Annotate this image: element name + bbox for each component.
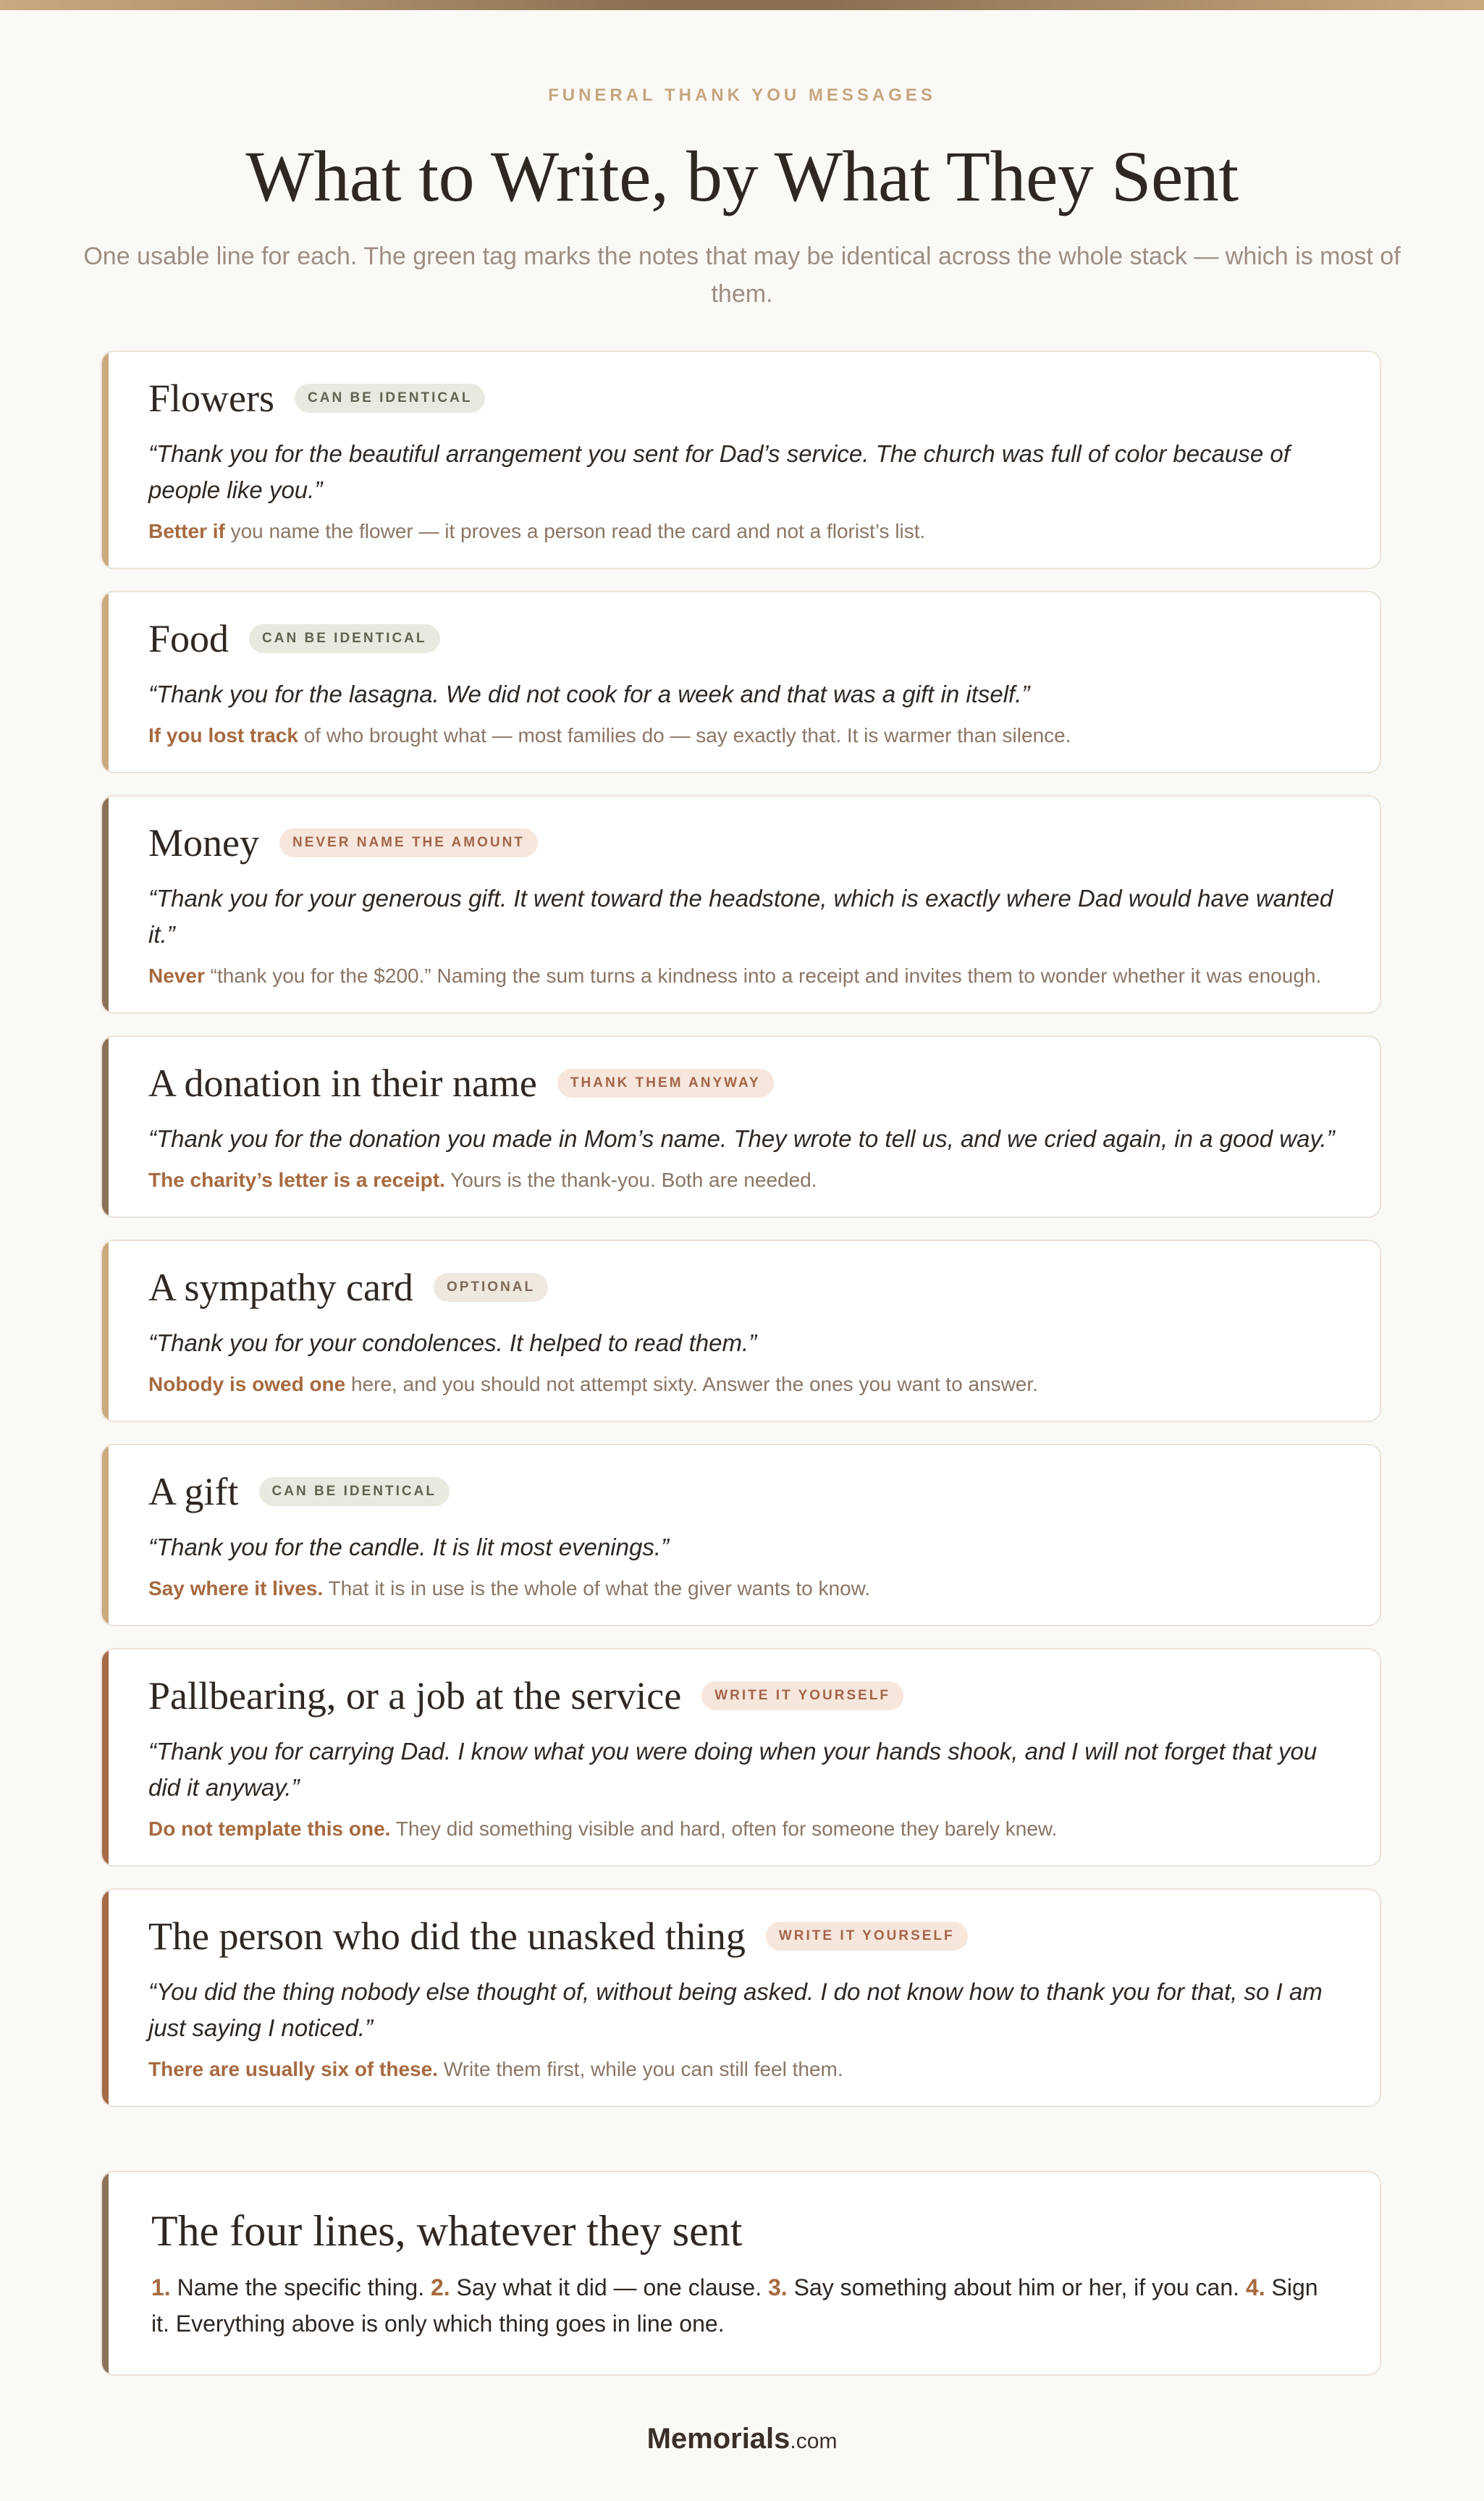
- card-quote: “Thank you for the lasagna. We did not cook for a week and that was a gift in itself.”: [148, 681, 1030, 707]
- four-lines-summary: [101, 2171, 1381, 2376]
- card-note: [148, 1574, 1344, 1625]
- summary-text: [151, 2269, 1336, 2342]
- card-head: [148, 377, 1344, 420]
- note-lead: Better if: [148, 520, 225, 542]
- note-lead: Say where it lives.: [148, 1577, 324, 1600]
- card-quote: “Thank you for the beautiful arrangement you sent for Dad’s service. The church was full of color because of people like you.”: [148, 440, 1290, 503]
- card-note: [148, 721, 1344, 772]
- page-title: What to Write, by What They Sent: [245, 136, 1239, 217]
- card-money: [101, 795, 1381, 1014]
- card-head: [148, 1470, 1344, 1513]
- card-flowers: [101, 350, 1381, 569]
- card-food: [101, 591, 1381, 773]
- card-tag: CAN BE IDENTICAL: [249, 624, 439, 653]
- card-title: Food: [148, 617, 229, 660]
- card-quote: “Thank you for the candle. It is lit most evenings.”: [148, 1534, 669, 1560]
- step-number: 1.: [151, 2274, 171, 2300]
- card-note: [148, 962, 1344, 1012]
- card-tag: NEVER NAME THE AMOUNT: [279, 828, 538, 857]
- note-text: you name the flower — it proves a person read the card and not a florist’s list.: [224, 520, 926, 542]
- eyebrow: FUNERAL THANK YOU MESSAGES: [548, 85, 936, 105]
- card-tag: THANK THEM ANYWAY: [557, 1069, 774, 1098]
- note-text: That it is in use is the whole of what the giver wants to know.: [323, 1577, 871, 1600]
- top-accent-bar: [0, 0, 1484, 10]
- memorials-logo[interactable]: [0, 2423, 1484, 2455]
- card-tag: CAN BE IDENTICAL: [259, 1477, 450, 1506]
- step-text: Name the specific thing.: [170, 2274, 431, 2300]
- step-text: Say what it did — one clause.: [450, 2274, 768, 2300]
- note-text: of who brought what — most families do — say exactly that. It is warmer than silence.: [298, 724, 1071, 747]
- note-text: Yours is the thank-you. Both are needed.: [444, 1169, 817, 1191]
- card-quote: “Thank you for carrying Dad. I know what you were doing when your hands shook, and I will not forget that you did it anyway.”: [148, 1738, 1318, 1801]
- card-title: A donation in their name: [148, 1062, 537, 1105]
- note-lead: There are usually six of these.: [148, 2058, 438, 2080]
- card-quote: “You did the thing nobody else thought of, without being asked. I do not know how to thank you for that, so I am just saying I noticed.”: [148, 1978, 1323, 2041]
- card-head: [148, 1674, 1344, 1718]
- card-title: Pallbearing, or a job at the service: [148, 1674, 682, 1718]
- note-lead: Never: [148, 964, 205, 987]
- note-text: “thank you for the $200.” Naming the sum turns a kindness into a receipt and invites them to wonder whether it was enough.: [204, 964, 1322, 987]
- card-head: [148, 1266, 1344, 1309]
- card-tag: WRITE IT YOURSELF: [701, 1681, 903, 1710]
- card-title: A sympathy card: [148, 1266, 413, 1309]
- step-text: Say something about him or her, if you can.: [787, 2274, 1246, 2300]
- card-title: Flowers: [148, 377, 274, 420]
- card-title: Money: [148, 821, 259, 865]
- card-note: [148, 1370, 1344, 1421]
- card-note: [148, 517, 1344, 568]
- step-number: 4.: [1245, 2274, 1265, 2300]
- card-title: A gift: [148, 1470, 239, 1513]
- card-note: [148, 1815, 1344, 1865]
- card-head: [148, 821, 1344, 865]
- note-text: Write them first, while you can still feel them.: [437, 2058, 843, 2080]
- page-header: [0, 84, 1484, 313]
- page-subtitle: One usable line for each. The green tag marks the notes that may be identical across the whole stack — which is most of them.: [83, 243, 1401, 308]
- step-number: 3.: [768, 2274, 788, 2300]
- card-quote: “Thank you for the donation you made in Mom’s name. They wrote to tell us, and we cried again, in a good way.”: [148, 1125, 1335, 1152]
- card-quote: “Thank you for your condolences. It helped to read them.”: [148, 1329, 757, 1356]
- logo-tld: .com: [790, 2429, 838, 2453]
- note-lead: Do not template this one.: [148, 1817, 391, 1840]
- summary-title: The four lines, whatever they sent: [151, 2207, 743, 2255]
- card-title: The person who did the unasked thing: [148, 1914, 746, 1958]
- card-pallbearing: [101, 1648, 1381, 1867]
- card-sympathy: [101, 1240, 1381, 1422]
- step-text: Sign it. Everything above is only which thing goes in line one.: [151, 2274, 1318, 2337]
- step-number: 2.: [430, 2274, 450, 2300]
- card-note: [148, 1166, 1344, 1216]
- note-lead: The charity’s letter is a receipt.: [148, 1169, 445, 1191]
- card-unasked-thing: [101, 1888, 1381, 2107]
- card-tag: WRITE IT YOURSELF: [766, 1922, 968, 1951]
- note-text: here, and you should not attempt sixty. Answer the ones you want to answer.: [345, 1373, 1038, 1395]
- card-gift: [101, 1444, 1381, 1626]
- card-head: [148, 1914, 1344, 1958]
- card-donation: [101, 1035, 1381, 1218]
- card-tag: CAN BE IDENTICAL: [295, 384, 485, 413]
- note-lead: If you lost track: [148, 724, 298, 747]
- card-note: [148, 2055, 1344, 2106]
- card-head: [148, 617, 1344, 660]
- card-head: [148, 1062, 1344, 1105]
- card-quote: “Thank you for your generous gift. It went toward the headstone, which is exactly where Dad would have wanted it.”: [148, 885, 1333, 948]
- note-text: They did something visible and hard, often for someone they barely knew.: [390, 1817, 1058, 1840]
- card-list: [101, 350, 1381, 2129]
- logo-word: Memorials: [646, 2423, 791, 2455]
- note-lead: Nobody is owed one: [148, 1373, 346, 1395]
- card-tag: OPTIONAL: [434, 1273, 548, 1302]
